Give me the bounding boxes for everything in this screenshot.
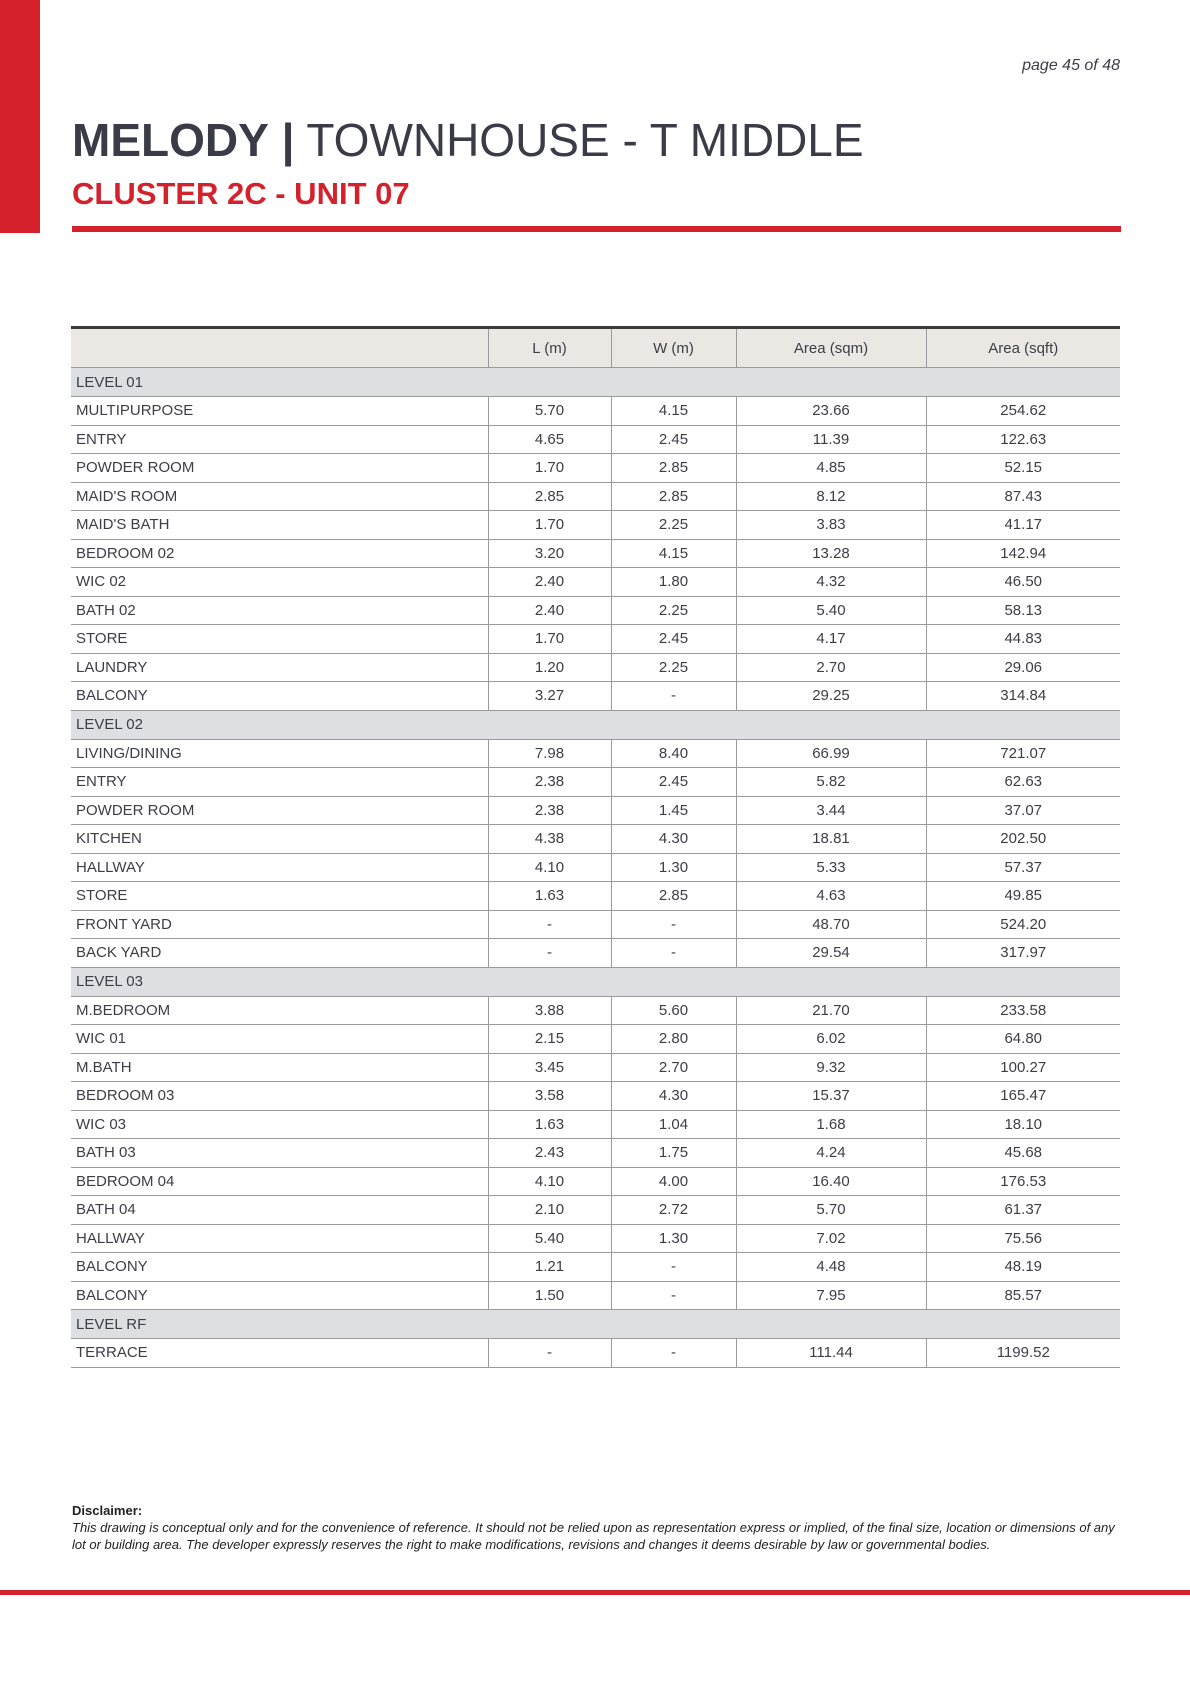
width-cell: - <box>611 939 736 968</box>
length-cell: 3.45 <box>488 1053 611 1082</box>
area-sqft-cell: 233.58 <box>926 996 1120 1025</box>
length-cell: 7.98 <box>488 739 611 768</box>
area-sqft-cell: 1199.52 <box>926 1339 1120 1368</box>
room-name-cell: BACK YARD <box>71 939 488 968</box>
length-cell: 3.58 <box>488 1082 611 1111</box>
area-sqm-cell: 6.02 <box>736 1025 926 1054</box>
header-room <box>71 328 488 368</box>
length-cell: - <box>488 939 611 968</box>
length-cell: 2.10 <box>488 1196 611 1225</box>
area-sqft-cell: 52.15 <box>926 454 1120 483</box>
length-cell: 1.63 <box>488 882 611 911</box>
area-sqft-cell: 46.50 <box>926 568 1120 597</box>
area-sqft-cell: 100.27 <box>926 1053 1120 1082</box>
width-cell: 2.72 <box>611 1196 736 1225</box>
area-sqm-cell: 13.28 <box>736 539 926 568</box>
width-cell: 2.70 <box>611 1053 736 1082</box>
width-cell: - <box>611 1281 736 1310</box>
area-sqm-cell: 5.70 <box>736 1196 926 1225</box>
area-sqm-cell: 1.68 <box>736 1110 926 1139</box>
table-row <box>71 482 1120 511</box>
disclaimer-title: Disclaimer: <box>72 1503 143 1518</box>
length-cell: 2.43 <box>488 1139 611 1168</box>
table-row <box>71 1082 1120 1111</box>
room-name-cell: WIC 03 <box>71 1110 488 1139</box>
page-title <box>72 112 864 168</box>
area-sqm-cell: 11.39 <box>736 425 926 454</box>
side-accent-bar <box>0 0 40 233</box>
width-cell: 8.40 <box>611 739 736 768</box>
room-name-cell: WIC 02 <box>71 568 488 597</box>
table-row <box>71 825 1120 854</box>
room-name-cell: BEDROOM 02 <box>71 539 488 568</box>
length-cell: 1.70 <box>488 454 611 483</box>
room-name-cell: ENTRY <box>71 425 488 454</box>
width-cell: 4.30 <box>611 825 736 854</box>
area-sqm-cell: 5.82 <box>736 768 926 797</box>
width-cell: 1.30 <box>611 853 736 882</box>
area-sqm-cell: 4.63 <box>736 882 926 911</box>
room-name-cell: HALLWAY <box>71 853 488 882</box>
table-row <box>71 1196 1120 1225</box>
width-cell: - <box>611 682 736 711</box>
length-cell: 2.40 <box>488 568 611 597</box>
table-row <box>71 1167 1120 1196</box>
level-label: LEVEL 01 <box>71 368 1120 397</box>
page-subtitle: CLUSTER 2C - UNIT 07 <box>72 176 410 211</box>
header-length: L (m) <box>488 328 611 368</box>
length-cell: 2.38 <box>488 796 611 825</box>
room-name-cell: KITCHEN <box>71 825 488 854</box>
table-row <box>71 568 1120 597</box>
width-cell: 4.15 <box>611 539 736 568</box>
area-sqft-cell: 37.07 <box>926 796 1120 825</box>
width-cell: 2.45 <box>611 425 736 454</box>
room-name-cell: ENTRY <box>71 768 488 797</box>
table-row <box>71 796 1120 825</box>
area-sqm-cell: 5.33 <box>736 853 926 882</box>
width-cell: 2.80 <box>611 1025 736 1054</box>
table-row <box>71 939 1120 968</box>
room-name-cell: LAUNDRY <box>71 653 488 682</box>
width-cell: 1.80 <box>611 568 736 597</box>
length-cell: 2.85 <box>488 482 611 511</box>
level-label: LEVEL RF <box>71 1310 1120 1339</box>
room-name-cell: BALCONY <box>71 1281 488 1310</box>
room-name-cell: BALCONY <box>71 682 488 711</box>
length-cell: 3.20 <box>488 539 611 568</box>
title-separator: | <box>281 114 295 166</box>
length-cell: 4.10 <box>488 853 611 882</box>
area-sqm-cell: 9.32 <box>736 1053 926 1082</box>
level-label: LEVEL 03 <box>71 967 1120 996</box>
room-name-cell: TERRACE <box>71 1339 488 1368</box>
area-sqm-cell: 15.37 <box>736 1082 926 1111</box>
area-sqm-cell: 3.83 <box>736 511 926 540</box>
header-area-sqft: Area (sqft) <box>926 328 1120 368</box>
width-cell: 2.85 <box>611 482 736 511</box>
area-sqft-cell: 142.94 <box>926 539 1120 568</box>
length-cell: - <box>488 910 611 939</box>
room-name-cell: WIC 01 <box>71 1025 488 1054</box>
table-row <box>71 739 1120 768</box>
room-name-cell: M.BATH <box>71 1053 488 1082</box>
area-sqft-cell: 122.63 <box>926 425 1120 454</box>
table-row <box>71 1224 1120 1253</box>
table-row <box>71 682 1120 711</box>
length-cell: 1.70 <box>488 511 611 540</box>
width-cell: 1.75 <box>611 1139 736 1168</box>
area-sqm-cell: 4.24 <box>736 1139 926 1168</box>
area-sqft-cell: 314.84 <box>926 682 1120 711</box>
area-sqm-cell: 4.85 <box>736 454 926 483</box>
length-cell: 2.38 <box>488 768 611 797</box>
room-name-cell: BEDROOM 04 <box>71 1167 488 1196</box>
room-name-cell: FRONT YARD <box>71 910 488 939</box>
level-row <box>71 368 1120 397</box>
area-sqm-cell: 29.25 <box>736 682 926 711</box>
level-row <box>71 1310 1120 1339</box>
room-name-cell: MULTIPURPOSE <box>71 397 488 426</box>
table-row <box>71 397 1120 426</box>
table-row <box>71 882 1120 911</box>
width-cell: - <box>611 1339 736 1368</box>
table-row <box>71 768 1120 797</box>
title-brand: MELODY <box>72 114 269 166</box>
room-name-cell: STORE <box>71 625 488 654</box>
area-sqm-cell: 7.95 <box>736 1281 926 1310</box>
length-cell: 4.10 <box>488 1167 611 1196</box>
level-label: LEVEL 02 <box>71 710 1120 739</box>
area-sqm-cell: 16.40 <box>736 1167 926 1196</box>
area-sqft-cell: 41.17 <box>926 511 1120 540</box>
area-sqm-cell: 23.66 <box>736 397 926 426</box>
area-sqm-cell: 8.12 <box>736 482 926 511</box>
table-row <box>71 996 1120 1025</box>
table-row <box>71 853 1120 882</box>
area-sqft-cell: 44.83 <box>926 625 1120 654</box>
width-cell: 2.85 <box>611 882 736 911</box>
area-sqft-cell: 62.63 <box>926 768 1120 797</box>
width-cell: 1.30 <box>611 1224 736 1253</box>
area-sqm-cell: 3.44 <box>736 796 926 825</box>
area-sqft-cell: 85.57 <box>926 1281 1120 1310</box>
length-cell: 4.65 <box>488 425 611 454</box>
width-cell: 4.00 <box>611 1167 736 1196</box>
area-sqft-cell: 75.56 <box>926 1224 1120 1253</box>
disclaimer-text: This drawing is conceptual only and for the convenience of reference. It should not be relied upon as representation express or implied, of the final size, location or dimensions of any lot or building area. The developer expressly reserves the right to make modifications, revisions and changes it deems desirable by law or governmental bodies. <box>72 1520 1115 1552</box>
width-cell: 1.04 <box>611 1110 736 1139</box>
area-sqft-cell: 202.50 <box>926 825 1120 854</box>
width-cell: 5.60 <box>611 996 736 1025</box>
area-sqm-cell: 4.32 <box>736 568 926 597</box>
area-sqft-cell: 57.37 <box>926 853 1120 882</box>
length-cell: 3.27 <box>488 682 611 711</box>
length-cell: 1.20 <box>488 653 611 682</box>
table-row <box>71 454 1120 483</box>
area-sqm-cell: 4.48 <box>736 1253 926 1282</box>
area-sqft-cell: 58.13 <box>926 596 1120 625</box>
table-row <box>71 1139 1120 1168</box>
table-row <box>71 1025 1120 1054</box>
length-cell: 5.40 <box>488 1224 611 1253</box>
area-sqft-cell: 317.97 <box>926 939 1120 968</box>
area-sqft-cell: 29.06 <box>926 653 1120 682</box>
room-name-cell: MAID'S ROOM <box>71 482 488 511</box>
area-sqft-cell: 524.20 <box>926 910 1120 939</box>
disclaimer <box>72 1502 1122 1553</box>
length-cell: 2.15 <box>488 1025 611 1054</box>
width-cell: - <box>611 1253 736 1282</box>
room-name-cell: HALLWAY <box>71 1224 488 1253</box>
width-cell: 4.15 <box>611 397 736 426</box>
area-sqft-cell: 49.85 <box>926 882 1120 911</box>
area-sqft-cell: 45.68 <box>926 1139 1120 1168</box>
width-cell: 2.85 <box>611 454 736 483</box>
room-name-cell: M.BEDROOM <box>71 996 488 1025</box>
area-sqm-cell: 48.70 <box>736 910 926 939</box>
area-sqm-cell: 7.02 <box>736 1224 926 1253</box>
room-name-cell: BATH 02 <box>71 596 488 625</box>
area-sqm-cell: 4.17 <box>736 625 926 654</box>
area-sqft-cell: 18.10 <box>926 1110 1120 1139</box>
room-schedule <box>71 326 1120 1368</box>
level-row <box>71 967 1120 996</box>
area-sqm-cell: 66.99 <box>736 739 926 768</box>
width-cell: 4.30 <box>611 1082 736 1111</box>
length-cell: 2.40 <box>488 596 611 625</box>
area-sqft-cell: 176.53 <box>926 1167 1120 1196</box>
footer-divider <box>0 1590 1190 1595</box>
area-sqft-cell: 254.62 <box>926 397 1120 426</box>
room-name-cell: BATH 04 <box>71 1196 488 1225</box>
width-cell: 2.45 <box>611 768 736 797</box>
area-sqft-cell: 87.43 <box>926 482 1120 511</box>
length-cell: 1.70 <box>488 625 611 654</box>
width-cell: 2.45 <box>611 625 736 654</box>
page-number: page 45 of 48 <box>1022 57 1120 74</box>
table-row <box>71 1339 1120 1368</box>
area-sqm-cell: 29.54 <box>736 939 926 968</box>
length-cell: 3.88 <box>488 996 611 1025</box>
table-row <box>71 1053 1120 1082</box>
table-row <box>71 1253 1120 1282</box>
length-cell: - <box>488 1339 611 1368</box>
room-name-cell: BATH 03 <box>71 1139 488 1168</box>
room-name-cell: LIVING/DINING <box>71 739 488 768</box>
length-cell: 5.70 <box>488 397 611 426</box>
area-sqft-cell: 165.47 <box>926 1082 1120 1111</box>
table-row <box>71 1110 1120 1139</box>
table-row <box>71 653 1120 682</box>
width-cell: 2.25 <box>611 511 736 540</box>
length-cell: 1.21 <box>488 1253 611 1282</box>
table-row <box>71 625 1120 654</box>
room-name-cell: STORE <box>71 882 488 911</box>
area-sqft-cell: 721.07 <box>926 739 1120 768</box>
table-row <box>71 539 1120 568</box>
table-body <box>71 368 1120 1368</box>
room-name-cell: BEDROOM 03 <box>71 1082 488 1111</box>
title-unit-type: TOWNHOUSE - T MIDDLE <box>306 114 864 166</box>
area-sqft-cell: 64.80 <box>926 1025 1120 1054</box>
width-cell: 2.25 <box>611 596 736 625</box>
length-cell: 4.38 <box>488 825 611 854</box>
area-sqm-cell: 111.44 <box>736 1339 926 1368</box>
table-row <box>71 910 1120 939</box>
area-sqm-cell: 2.70 <box>736 653 926 682</box>
area-sqm-cell: 5.40 <box>736 596 926 625</box>
table-row <box>71 425 1120 454</box>
room-name-cell: POWDER ROOM <box>71 454 488 483</box>
header-area-sqm: Area (sqm) <box>736 328 926 368</box>
table-row <box>71 1281 1120 1310</box>
area-sqft-cell: 48.19 <box>926 1253 1120 1282</box>
length-cell: 1.63 <box>488 1110 611 1139</box>
length-cell: 1.50 <box>488 1281 611 1310</box>
area-sqft-cell: 61.37 <box>926 1196 1120 1225</box>
area-sqm-cell: 21.70 <box>736 996 926 1025</box>
room-name-cell: MAID'S BATH <box>71 511 488 540</box>
header-width: W (m) <box>611 328 736 368</box>
level-row <box>71 710 1120 739</box>
area-sqm-cell: 18.81 <box>736 825 926 854</box>
width-cell: 1.45 <box>611 796 736 825</box>
room-name-cell: BALCONY <box>71 1253 488 1282</box>
width-cell: - <box>611 910 736 939</box>
title-divider <box>72 226 1121 232</box>
room-schedule-table <box>71 326 1120 1368</box>
width-cell: 2.25 <box>611 653 736 682</box>
room-name-cell: POWDER ROOM <box>71 796 488 825</box>
table-row <box>71 511 1120 540</box>
table-header-row <box>71 328 1120 368</box>
table-row <box>71 596 1120 625</box>
